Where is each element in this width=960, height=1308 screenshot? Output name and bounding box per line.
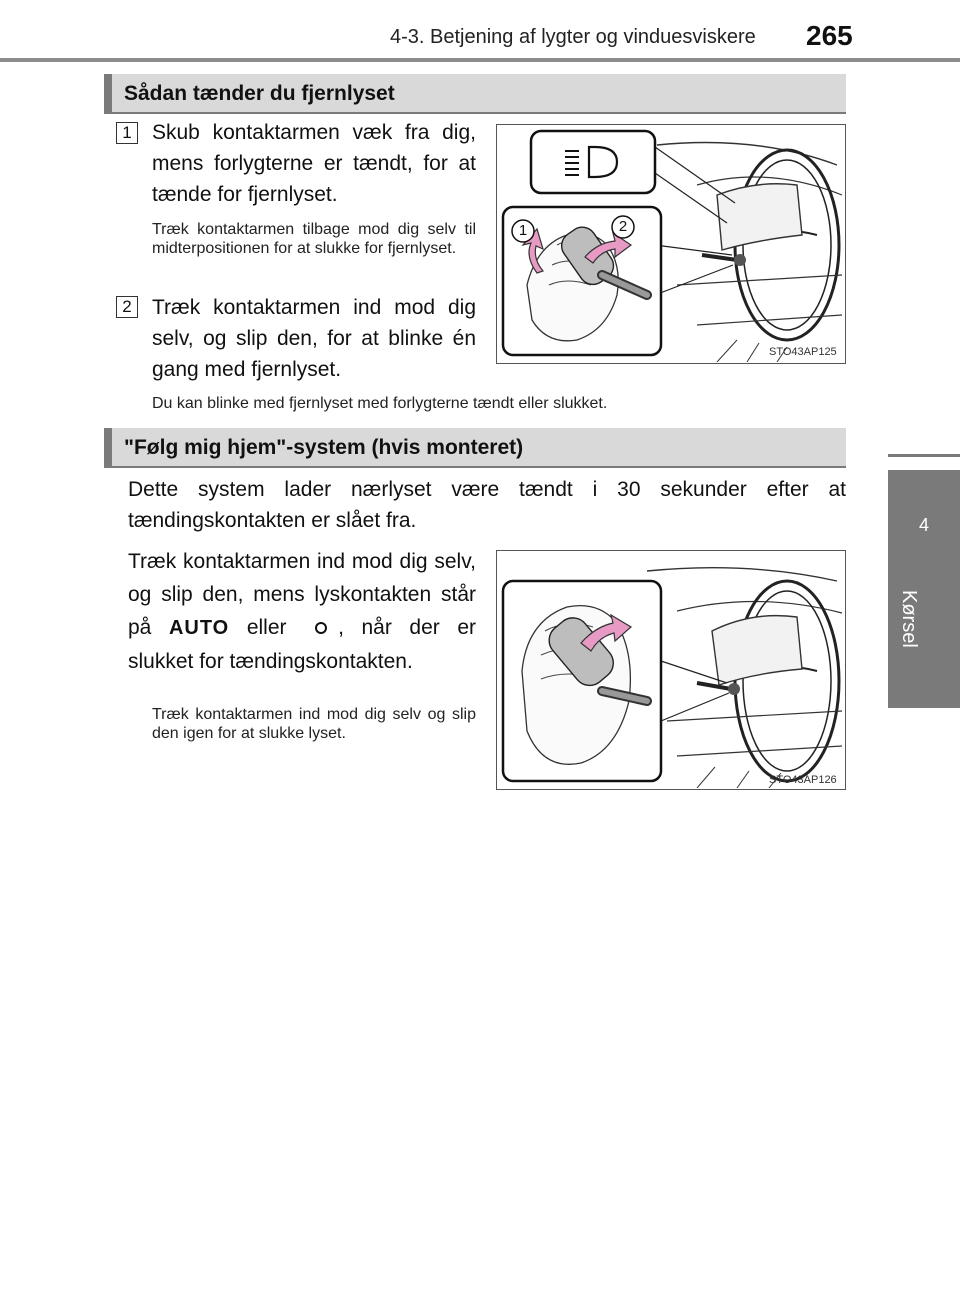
follow-me-instruction bbox=[128, 545, 476, 678]
chapter-tab bbox=[888, 470, 960, 708]
follow-me-note: Træk kontaktarmen ind mod dig selv og slip den igen for at slukke lyset. bbox=[152, 706, 476, 742]
running-header: 4-3. Betjening af lygter og vinduesviskere bbox=[390, 26, 756, 48]
figure-high-beam-lever bbox=[496, 124, 846, 364]
page-number: 265 bbox=[806, 20, 853, 51]
lever-illustration bbox=[497, 125, 844, 362]
section-marker bbox=[104, 74, 112, 112]
section-title: "Følg mig hjem"-system (hvis monteret) bbox=[124, 436, 524, 459]
step-2-text: Træk kontaktarmen ind mod dig selv, og slip den, for at blinke én gang med fjernlyset. bbox=[152, 296, 476, 381]
section-title: Sådan tænder du fjernlyset bbox=[124, 82, 395, 105]
figure-callout-2: 2 bbox=[618, 218, 628, 235]
follow-me-intro: Dette system lader nærlyset være tændt i 30 sekunder efter at tændingskontakten er slået fra. bbox=[128, 478, 846, 532]
step-1-note: Træk kontaktarmen tilbage mod dig selv til midterpositionen for at slukke for fjernlyset. bbox=[152, 221, 476, 257]
auto-label: AUTO bbox=[168, 616, 230, 639]
step-1-text: Skub kontaktarmen væk fra dig, mens forlygterne er tændt, for at tænde for fjernlyset. bbox=[152, 121, 476, 206]
lever-illustration-2 bbox=[497, 551, 844, 788]
section-heading-follow-me-home bbox=[104, 428, 846, 468]
step-number-1: 1 bbox=[116, 122, 138, 144]
header-rule bbox=[0, 58, 960, 62]
figure-code: STO43AP126 bbox=[769, 774, 837, 786]
figure-follow-me-lever bbox=[496, 550, 846, 790]
figure-callout-1: 1 bbox=[518, 222, 528, 239]
headlight-icon bbox=[304, 617, 338, 639]
figure-code: STO43AP125 bbox=[769, 346, 837, 358]
chapter-number: 4 bbox=[918, 515, 929, 535]
section-marker bbox=[104, 428, 112, 466]
instruction-part-2: , når der er slukket for tændingskontakten. bbox=[128, 616, 477, 673]
side-tab-divider bbox=[888, 454, 960, 457]
step-number-2: 2 bbox=[116, 296, 138, 318]
instruction-part-1: Træk kontaktarmen ind mod dig selv, og slip den, mens lyskontakten står på bbox=[128, 550, 476, 639]
instruction-or: eller bbox=[246, 616, 287, 639]
high-beam-footnote: Du kan blinke med fjernlyset med forlygterne tændt eller slukket. bbox=[152, 395, 608, 412]
section-heading-high-beam bbox=[104, 74, 846, 114]
chapter-label: Kørsel bbox=[898, 590, 920, 648]
